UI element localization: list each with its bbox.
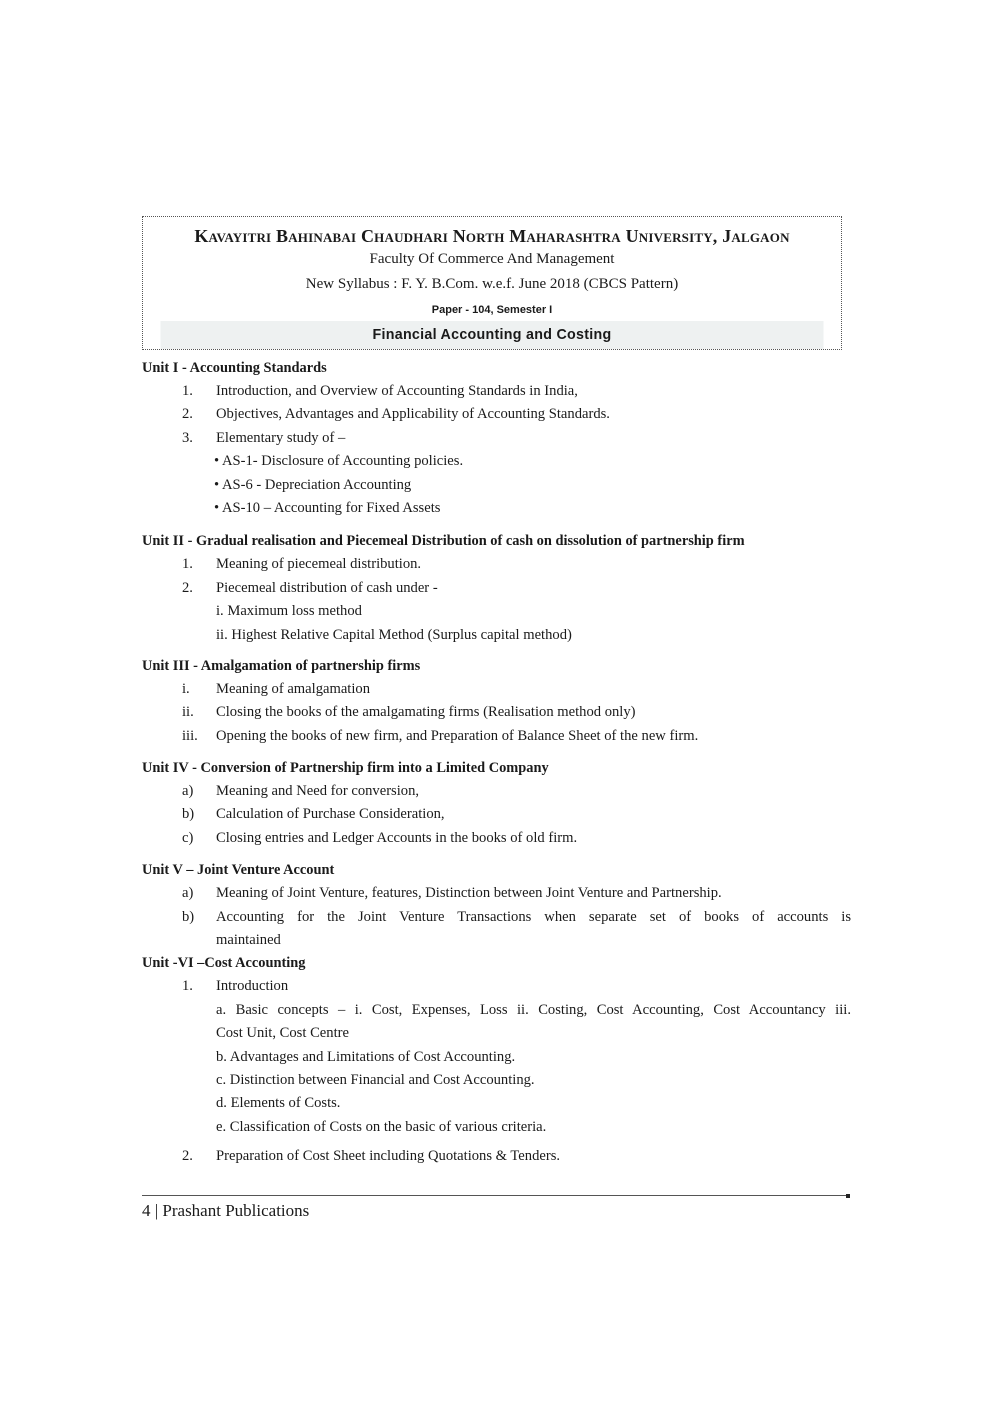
item-number: iii. <box>182 727 198 744</box>
item-number: b) <box>182 908 195 925</box>
sub-item <box>142 600 851 623</box>
subject-title: Financial Accounting and Costing <box>160 321 823 349</box>
unit-heading: Unit V – Joint Venture Account <box>142 862 335 879</box>
item-number: 3. <box>182 429 193 446</box>
list-item <box>142 882 851 905</box>
syllabus-line: New Syllabus : F. Y. B.Com. w.e.f. June 2018 (CBCS Pattern) <box>305 276 679 292</box>
item-number: 1. <box>182 556 193 573</box>
sub-item <box>142 1046 851 1069</box>
faculty-name: Faculty Of Commerce And Management <box>369 251 615 267</box>
item-number: b) <box>182 806 195 823</box>
item-text: Closing entries and Ledger Accounts in the books of old firm. <box>216 829 578 846</box>
item-number: 2. <box>182 406 193 423</box>
list-item <box>142 553 851 576</box>
item-text: Calculation of Purchase Consideration, <box>216 806 445 823</box>
item-text: Meaning of Joint Venture, features, Distinction between Joint Venture and Partnership. <box>216 885 722 902</box>
item-text: Piecemeal distribution of cash under - <box>216 579 438 596</box>
sub-item <box>142 1092 851 1115</box>
sub-item-text: ii. Highest Relative Capital Method (Surplus capital method) <box>216 626 572 643</box>
syllabus-content <box>142 357 851 1169</box>
sub-item-text: b. Advantages and Limitations of Cost Accounting. <box>216 1048 516 1065</box>
list-item <box>142 701 851 724</box>
unit-heading: Unit IV - Conversion of Partnership firm into a Limited Company <box>142 760 549 777</box>
item-number: 2. <box>182 1148 193 1165</box>
item-text: Introduction <box>216 978 289 995</box>
sub-item-text: a. Basic concepts – i. Cost, Expenses, Loss ii. Costing, Cost Accounting, Cost Accountancy iii. <box>216 1001 851 1018</box>
item-number: 1. <box>182 383 193 399</box>
item-text: Accounting for the Joint Venture Transactions when separate set of books of accounts is <box>216 908 851 925</box>
list-item <box>142 427 851 450</box>
item-text: maintained <box>216 932 281 949</box>
bullet-item <box>142 497 851 520</box>
item-text: Meaning of piecemeal distribution. <box>216 556 422 573</box>
bullet-item <box>142 450 851 473</box>
item-text: Elementary study of – <box>216 429 346 446</box>
sub-item-text: i. Maximum loss method <box>216 603 362 620</box>
list-item-continuation <box>142 929 851 952</box>
footer-rule-end-marker <box>846 1194 850 1198</box>
university-title: Kavayitri Bahinabai Chaudhari North Maharashtra University, Jalgaon <box>194 226 790 246</box>
item-text: Closing the books of the amalgamating firms (Realisation method only) <box>216 704 636 721</box>
footer-rule <box>142 1195 846 1196</box>
item-text: Preparation of Cost Sheet including Quotations & Tenders. <box>216 1148 561 1165</box>
unit-heading: Unit I - Accounting Standards <box>142 360 327 376</box>
syllabus-header-box <box>142 216 842 350</box>
unit-heading: Unit III - Amalgamation of partnership firms <box>142 657 421 674</box>
sub-item <box>142 1069 851 1092</box>
list-item <box>142 975 851 998</box>
item-text: Introduction, and Overview of Accounting Standards in India, <box>216 383 578 399</box>
bullet-item <box>142 474 851 497</box>
item-number: c) <box>182 829 194 846</box>
list-item <box>142 906 851 929</box>
list-item <box>142 1145 851 1168</box>
sub-item-text: d. Elements of Costs. <box>216 1095 341 1112</box>
sub-item <box>142 999 851 1022</box>
list-item <box>142 780 851 803</box>
sub-item-text: c. Distinction between Financial and Cost Accounting. <box>216 1071 535 1088</box>
item-number: a) <box>182 885 194 902</box>
item-text: Opening the books of new firm, and Preparation of Balance Sheet of the new firm. <box>216 727 699 744</box>
list-item <box>142 803 851 826</box>
sub-item-text: e. Classification of Costs on the basic of various criteria. <box>216 1118 547 1135</box>
item-text: Meaning of amalgamation <box>216 680 370 697</box>
bullet-text: • AS-1- Disclosure of Accounting policies. <box>214 453 464 470</box>
list-item <box>142 403 851 426</box>
list-item <box>142 827 851 850</box>
sub-item <box>142 624 851 647</box>
list-item <box>142 725 851 748</box>
sub-item <box>142 1116 851 1139</box>
item-number: 1. <box>182 978 193 995</box>
bullet-text: • AS-10 – Accounting for Fixed Assets <box>214 499 441 516</box>
item-number: a) <box>182 783 194 800</box>
list-item <box>142 577 851 600</box>
paper-semester: Paper - 104, Semester I <box>431 304 553 316</box>
item-number: ii. <box>182 704 194 721</box>
item-number: 2. <box>182 579 193 596</box>
sub-item-text: Cost Unit, Cost Centre <box>216 1025 349 1042</box>
list-item <box>142 380 851 403</box>
bullet-text: • AS-6 - Depreciation Accounting <box>214 476 412 493</box>
item-text: Meaning and Need for conversion, <box>216 783 420 800</box>
unit-heading: Unit -VI –Cost Accounting <box>142 955 306 972</box>
sub-item <box>142 1022 851 1045</box>
page-footer: 4 | Prashant Publications <box>142 1201 310 1220</box>
unit-heading: Unit II - Gradual realisation and Piecemeal Distribution of cash on dissolution of partnership firm <box>142 533 745 550</box>
list-item <box>142 678 851 701</box>
item-text: Objectives, Advantages and Applicability of Accounting Standards. <box>216 406 610 423</box>
item-number: i. <box>182 680 190 697</box>
